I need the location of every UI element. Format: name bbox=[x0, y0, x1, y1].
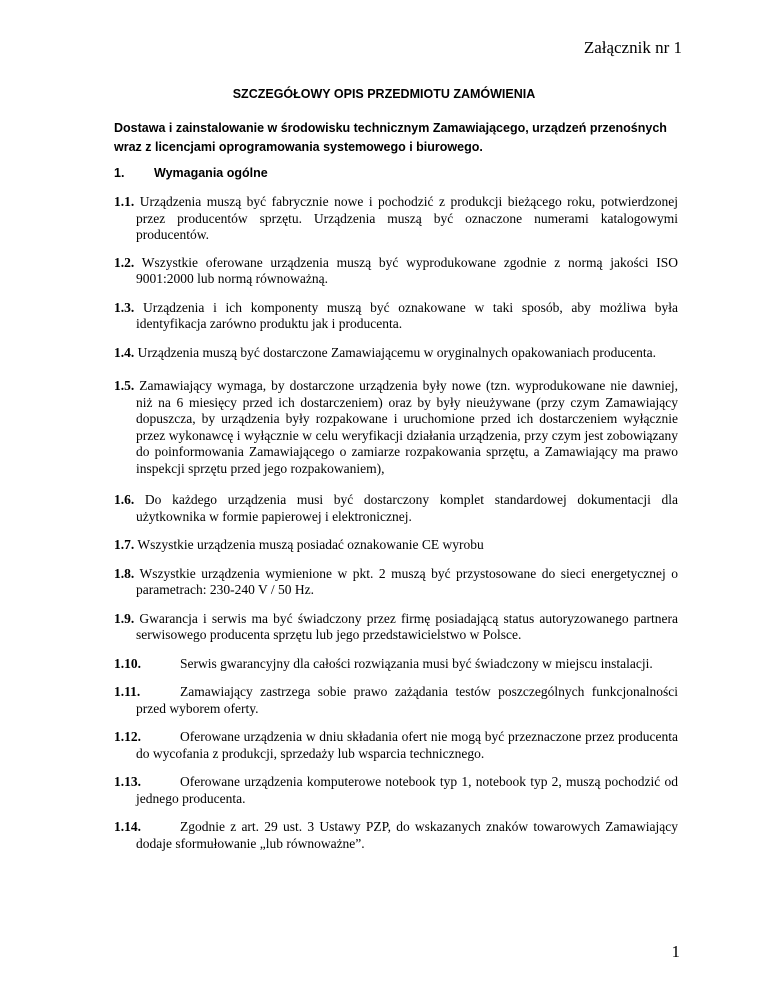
item-text: Zamawiający wymaga, by dostarczone urządzenia były nowe (tzn. wyprodukowane nie dawniej, niż na 6 miesięcy przed ich dostarczeniem) oraz by były nieużywane (przy czym Zamawiający dopuszcza, by urządzenia były rozpakowane i uruchomione przed ich dostarczeniem wyłącznie przez wykonawcę i wyłącznie w celu weryfikacji działania urządzenia, przy czym jest zobowiązany do poinformowania Zamawiającego o zamiarze rozpakowania sprzętu, a Zamawiający ma prawo inspekcji sprzętu przed jego rozpakowaniem), bbox=[136, 378, 678, 476]
item-number: 1.13. bbox=[114, 774, 141, 789]
requirement-item bbox=[114, 194, 678, 244]
item-text: Wszystkie urządzenia wymienione w pkt. 2 muszą być przystosowane do sieci energetycznej o parametrach: 230-240 V / 50 Hz. bbox=[136, 565, 678, 597]
item-number: 1.10. bbox=[114, 655, 141, 671]
requirement-item bbox=[114, 684, 678, 717]
attachment-label: Załącznik nr 1 bbox=[583, 38, 682, 57]
requirements-list bbox=[114, 194, 678, 852]
requirement-item bbox=[114, 729, 678, 762]
requirement-item bbox=[114, 774, 678, 807]
item-number: 1.8. bbox=[114, 565, 135, 581]
item-text: Zgodnie z art. 29 ust. 3 Ustawy PZP, do wskazanych znaków towarowych Zamawiający dodaje sformułowanie „lub równoważne”. bbox=[136, 819, 678, 851]
item-number: 1.12. bbox=[114, 729, 141, 744]
item-number: 1.5. bbox=[114, 378, 135, 393]
requirement-item bbox=[114, 300, 678, 333]
requirement-item bbox=[114, 255, 678, 288]
item-number: 1.3. bbox=[114, 299, 135, 315]
item-number: 1.11. bbox=[114, 684, 141, 699]
item-text: Oferowane urządzenia w dniu składania ofert nie mogą być przeznaczone przez producenta do wycofania z produkcji, sprzedaży lub wsparcia technicznego. bbox=[136, 729, 678, 761]
item-text: Serwis gwarancyjny dla całości rozwiązania musi być świadczony w miejscu instalacji. bbox=[180, 655, 653, 671]
item-number: 1.7. bbox=[114, 537, 135, 552]
item-text: Urządzenia muszą być dostarczone Zamawiającemu w oryginalnych opakowaniach producenta. bbox=[137, 344, 657, 360]
section-title: Wymagania ogólne bbox=[154, 166, 268, 180]
item-text: Wszystkie oferowane urządzenia muszą być wyprodukowane zgodnie z normą jakości ISO 9001:2000 lub normą równoważną. bbox=[136, 254, 678, 286]
item-text: Zamawiający zastrzega sobie prawo zażądania testów poszczególnych funkcjonalności przed wyborem oferty. bbox=[136, 684, 678, 716]
item-number: 1.4. bbox=[114, 344, 135, 360]
requirement-item bbox=[114, 566, 678, 599]
item-text: Do każdego urządzenia musi być dostarczony komplet standardowej dokumentacji dla użytkownika w formie papierowej i elektronicznej. bbox=[136, 492, 678, 524]
document-title: SZCZEGÓŁOWY OPIS PRZEDMIOTU ZAMÓWIENIA bbox=[232, 87, 536, 101]
item-number: 1.9. bbox=[114, 610, 135, 626]
requirement-item bbox=[114, 656, 678, 673]
item-number: 1.1. bbox=[114, 194, 135, 209]
item-text: Urządzenia i ich komponenty muszą być oznakowane w taki sposób, aby możliwa była identyfikacja zarówno produktu jak i producenta. bbox=[136, 299, 679, 331]
item-number: 1.2. bbox=[114, 254, 135, 270]
document-subtitle: Dostawa i zainstalowanie w środowisku technicznym Zamawiającego, urządzeń przenośnych wraz z licencjami oprogramowania systemowego i biurowego. bbox=[114, 121, 667, 154]
section-heading bbox=[114, 166, 268, 180]
requirement-item bbox=[114, 819, 678, 852]
item-number: 1.14. bbox=[114, 819, 141, 834]
item-number: 1.6. bbox=[114, 492, 135, 507]
requirement-item bbox=[114, 492, 678, 525]
item-text: Urządzenia muszą być fabrycznie nowe i pochodzić z produkcji bieżącego roku, potwierdzonej przez producentów sprzętu. Urządzenia muszą być oznaczone numerami katalogowymi producentów. bbox=[136, 194, 679, 242]
item-text: Oferowane urządzenia komputerowe notebook typ 1, notebook typ 2, muszą pochodzić od jednego producenta. bbox=[136, 774, 678, 806]
section-number: 1. bbox=[114, 166, 125, 180]
requirement-item bbox=[114, 537, 678, 554]
page-number: 1 bbox=[671, 942, 680, 961]
requirement-item bbox=[114, 611, 678, 644]
requirement-item bbox=[114, 378, 678, 477]
item-text: Wszystkie urządzenia muszą posiadać oznakowanie CE wyrobu bbox=[137, 537, 484, 552]
item-text: Gwarancja i serwis ma być świadczony przez firmę posiadającą status autoryzowanego partnera serwisowego producenta sprzętu lub jego przedstawicielstwo w Polsce. bbox=[136, 610, 679, 642]
requirement-item bbox=[114, 345, 678, 362]
